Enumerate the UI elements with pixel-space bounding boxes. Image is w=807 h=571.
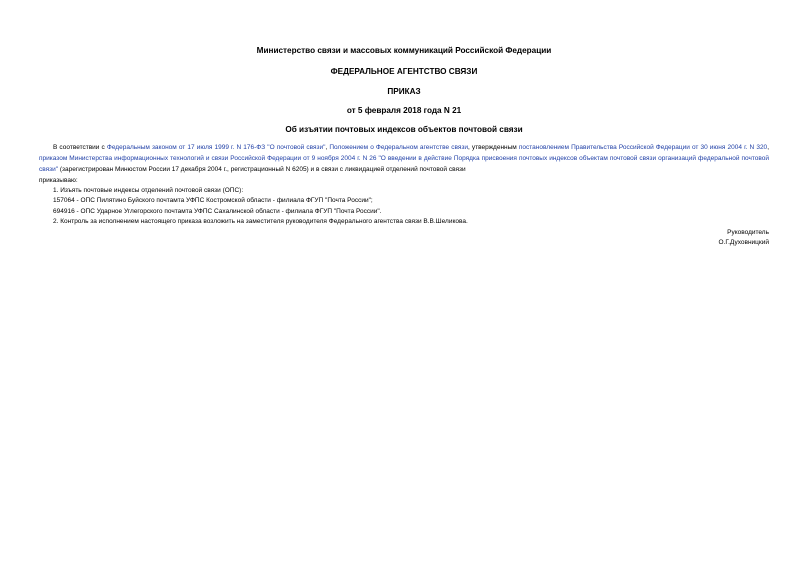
ops-entry-2: 694916 - ОПС Ударное Углегорского почтамта УФПС Сахалинской области - филиала ФГУП "Почта России".	[53, 208, 382, 215]
preamble-paragraph	[39, 142, 769, 175]
agency-regulation-link[interactable]: Положением о Федеральном агентстве связи	[329, 144, 468, 151]
subject-heading: Об изъятии почтовых индексов объектов почтовой связи	[285, 125, 523, 134]
preamble-text-1: В соответствии с	[53, 144, 107, 151]
ops-entry-1: 157064 - ОПС Пилятино Буйского почтамта УФПС Костромской области - филиала ФГУП "Почта России";	[53, 197, 373, 204]
order-item-2: 2. Контроль за исполнением настоящего приказа возложить на заместителя руководителя Федерального агентства связи В.В.Шеликова.	[53, 218, 468, 225]
date-number-heading: от 5 февраля 2018 года N 21	[346, 106, 462, 115]
ministry-heading: Министерство связи и массовых коммуникаций Российской Федерации	[256, 46, 552, 55]
order-item-1: 1. Изъять почтовые индексы отделений почтовой связи (ОПС):	[53, 187, 244, 194]
ministry-order-link[interactable]: приказом Министерства информационных технологий и связи Российской Федерации от 9 ноября 2004 г. N 26 "О введении в действие Порядка присвоения почтовых индексов объектам почтовой связи организаций федеральной почтовой связи"	[39, 155, 769, 173]
preamble-text-2: ,	[325, 144, 330, 151]
agency-heading: ФЕДЕРАЛЬНОЕ АГЕНТСТВО СВЯЗИ	[330, 67, 478, 76]
government-decree-link[interactable]: постановлением Правительства Российской Федерации от 30 июня 2004 г. N 320	[518, 144, 768, 151]
preamble-text-5: (зарегистрирован Минюстом России 17 декабря 2004 г., регистрационный N 6205) и в связи с ликвидацией отделений почтовой связи	[58, 166, 466, 173]
signature-name: О.Г.Духовницкий	[718, 239, 769, 246]
doc-type-heading: ПРИКАЗ	[387, 87, 421, 96]
document-content	[39, 0, 769, 571]
signature-title: Руководитель	[727, 229, 769, 236]
federal-law-link[interactable]: Федеральным законом от 17 июля 1999 г. N 176-ФЗ "О почтовой связи"	[106, 144, 326, 151]
orders-label: приказываю:	[39, 177, 78, 184]
preamble-text-3: , утвержденным	[467, 144, 519, 151]
preamble-text-4: ,	[767, 144, 769, 151]
